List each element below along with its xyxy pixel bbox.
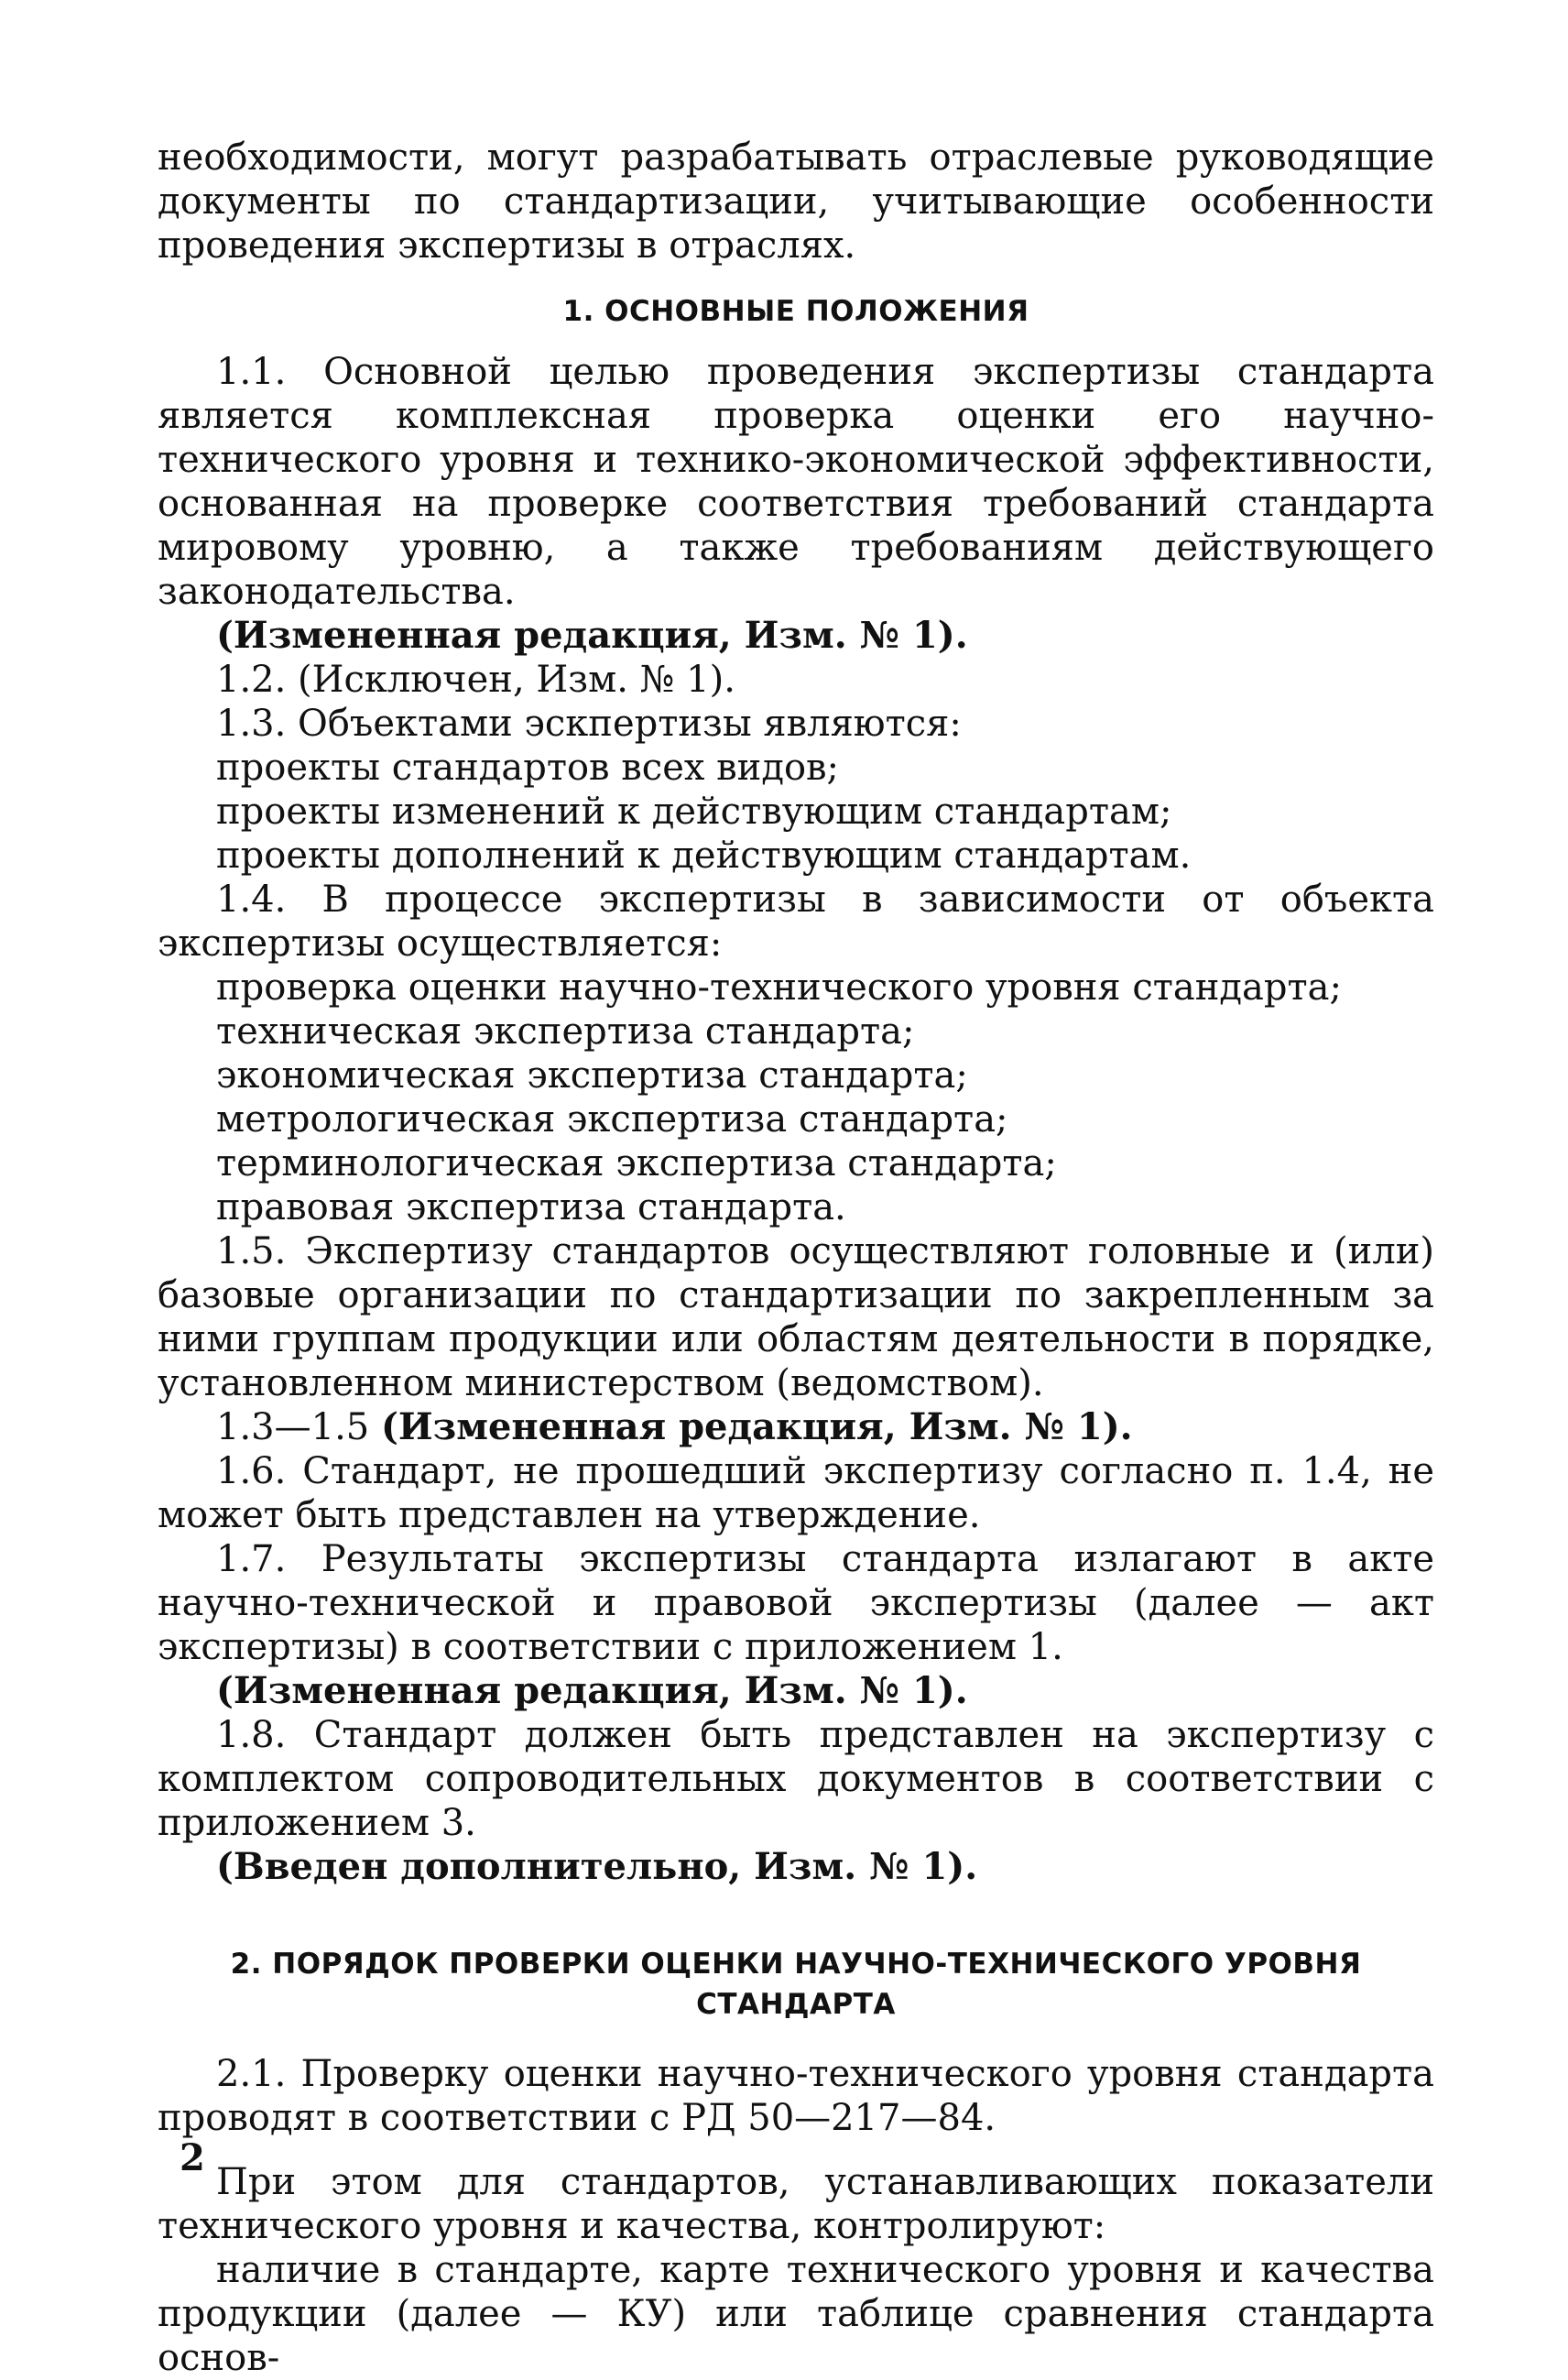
clause-2-1-continued: При этом для стандартов, устанавливающих показатели технического уровня и качества, контролируют:	[158, 2161, 1434, 2247]
section-2-heading-line-2: СТАНДАРТА	[696, 1988, 896, 2021]
amendment-note-4: (Введен дополнительно, Изм. № 1).	[216, 1845, 978, 1888]
amendment-note-2-prefix: 1.3—1.5	[216, 1406, 381, 1448]
amendment-note-2	[158, 1405, 1434, 1449]
list-item: проверка оценки научно-технического уровня стандарта;	[216, 966, 1342, 1009]
amendment-note-2-text: (Измененная редакция, Изм. № 1).	[380, 1405, 1133, 1448]
clause-1-2: 1.2. (Исключен, Изм. № 1).	[216, 659, 735, 701]
clause-1-4: 1.4. В процессе экспертизы в зависимости от объекта экспертизы осуществляется:	[158, 879, 1434, 965]
list-item: метрологическая экспертиза стандарта;	[216, 1098, 1008, 1141]
list-item: правовая экспертиза стандарта.	[216, 1186, 846, 1228]
page-number: 2	[180, 2136, 205, 2179]
amendment-note-3: (Измененная редакция, Изм. № 1).	[216, 1669, 968, 1712]
amendment-note-1: (Измененная редакция, Изм. № 1).	[216, 614, 968, 657]
list-item: экономическая экспертиза стандарта;	[216, 1054, 968, 1097]
section-2-heading-line-1: 2. ПОРЯДОК ПРОВЕРКИ ОЦЕНКИ НАУЧНО-ТЕХНИЧЕСКОГО УРОВНЯ	[230, 1948, 1362, 1981]
list-item: проекты изменений к действующим стандартам;	[216, 791, 1172, 833]
clause-1-1: 1.1. Основной целью проведения экспертизы стандарта является комплексная проверка оценки его научно-технического уровня и технико-экономической эффективности, основанная на проверке соответствия требований стандарта мировому уровню, а также требованиям действующего законодательства.	[158, 351, 1434, 613]
clause-1-3: 1.3. Объектами эскпертизы являются:	[216, 703, 962, 745]
clause-2-1-item: наличие в стандарте, карте технического уровня и качества продукции (далее — КУ) или таблице сравнения стандарта основ-	[158, 2249, 1434, 2379]
list-item: терминологическая экспертиза стандарта;	[216, 1142, 1057, 1185]
clause-1-7: 1.7. Результаты экспертизы стандарта излагают в акте научно-технической и правовой экспертизы (далее — акт экспертизы) в соответствии с приложением 1.	[158, 1538, 1434, 1668]
document-page	[158, 136, 1434, 2380]
clause-2-1: 2.1. Проверку оценки научно-технического уровня стандарта проводят в соответствии с РД 50—217—84.	[158, 2053, 1434, 2139]
list-item: техническая экспертиза стандарта;	[216, 1010, 915, 1053]
list-item: проекты дополнений к действующим стандартам.	[216, 835, 1192, 877]
clause-1-5: 1.5. Экспертизу стандартов осуществляют головные и (или) базовые организации по стандартизации по закрепленным за ними группам продукции или областям деятельности в порядке, установленном министерством (ведомством).	[158, 1230, 1434, 1404]
section-1-heading: 1. ОСНОВНЫЕ ПОЛОЖЕНИЯ	[562, 295, 1029, 328]
intro-paragraph: необходимости, могут разрабатывать отраслевые руководящие документы по стандартизации, учитывающие особенности проведения экспертизы в отраслях.	[158, 136, 1434, 267]
clause-1-6: 1.6. Стандарт, не прошедший экспертизу согласно п. 1.4, не может быть представлен на утверждение.	[158, 1450, 1434, 1536]
list-item: проекты стандартов всех видов;	[216, 747, 840, 789]
clause-1-8: 1.8. Стандарт должен быть представлен на экспертизу с комплектом сопроводительных документов в соответствии с приложением 3.	[158, 1714, 1434, 1844]
